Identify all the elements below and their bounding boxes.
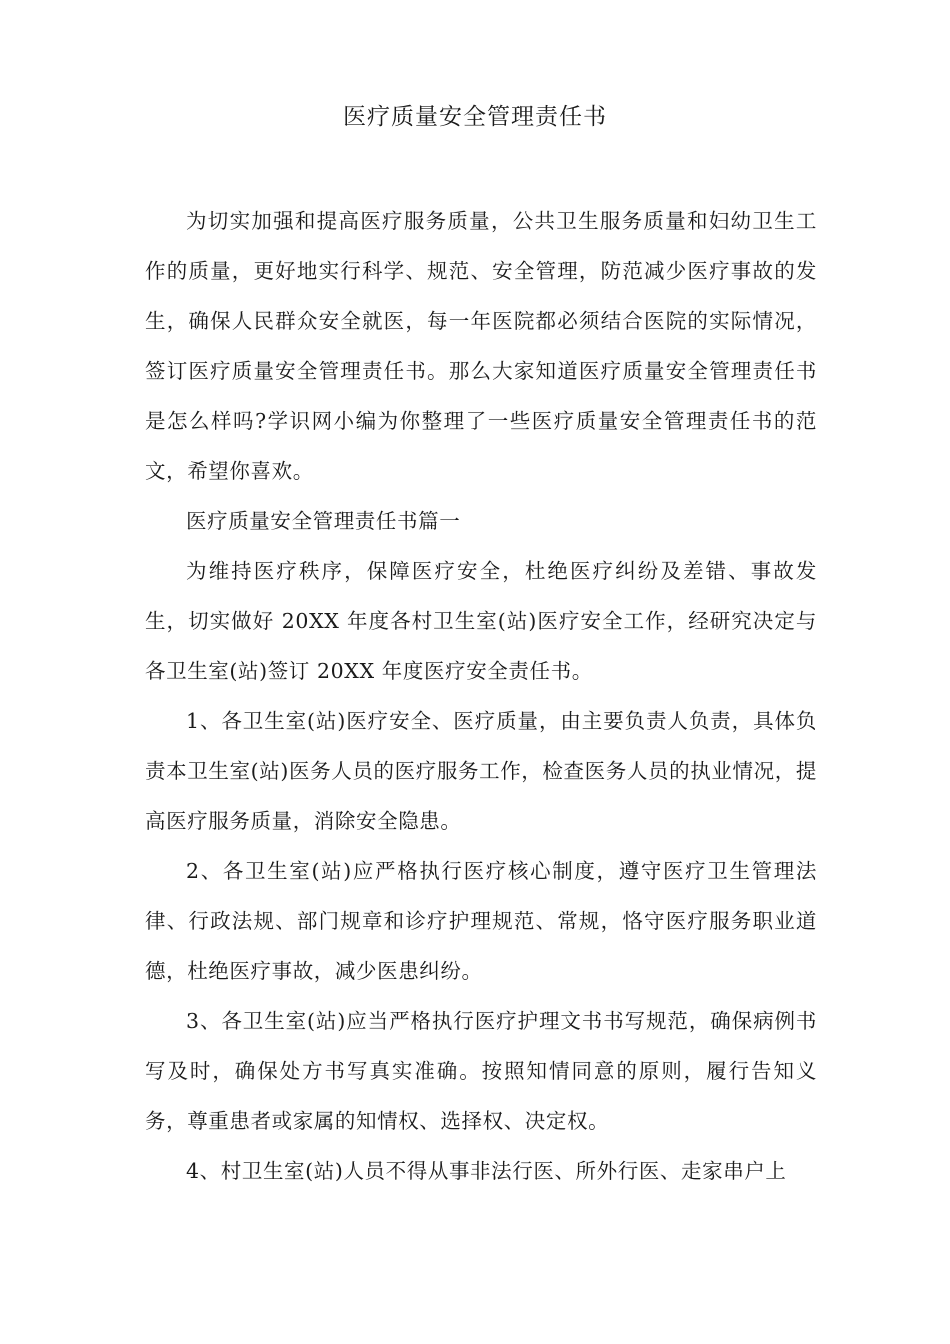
clause-1: 1、各卫生室(站)医疗安全、医疗质量，由主要负责人负责，具体负责本卫生室(站)医务人员的医疗服务工作，检查医务人员的执业情况，提高医疗服务质量，消除安全隐患。: [145, 709, 817, 833]
clause-3: 3、各卫生室(站)应当严格执行医疗护理文书书写规范，确保病例书写及时，确保处方书写真实准确。按照知情同意的原则，履行告知义务，尊重患者或家属的知情权、选择权、决定权。: [145, 1009, 817, 1133]
preamble-paragraph: 为维持医疗秩序，保障医疗安全，杜绝医疗纠纷及差错、事故发生，切实做好 20XX 年度各村卫生室(站)医疗安全工作，经研究决定与各卫生室(站)签订 20XX 年度医疗安全责任书。: [145, 559, 817, 683]
document-body: [145, 196, 817, 1196]
clause-2: 2、各卫生室(站)应严格执行医疗核心制度，遵守医疗卫生管理法律、行政法规、部门规章和诊疗护理规范、常规，恪守医疗服务职业道德，杜绝医疗事故，减少医患纠纷。: [145, 859, 817, 983]
document-title: 医疗质量安全管理责任书: [343, 104, 607, 130]
section-heading: 医疗质量安全管理责任书篇一: [186, 509, 461, 533]
intro-paragraph: 为切实加强和提高医疗服务质量，公共卫生服务质量和妇幼卫生工作的质量，更好地实行科学、规范、安全管理，防范减少医疗事故的发生，确保人民群众安全就医，每一年医院都必须结合医院的实际情况，签订医疗质量安全管理责任书。那么大家知道医疗质量安全管理责任书是怎么样吗?学识网小编为你整理了一些医疗质量安全管理责任书的范文，希望你喜欢。: [145, 209, 817, 483]
clause-4: 4、村卫生室(站)人员不得从事非法行医、所外行医、走家串户上: [186, 1159, 787, 1183]
